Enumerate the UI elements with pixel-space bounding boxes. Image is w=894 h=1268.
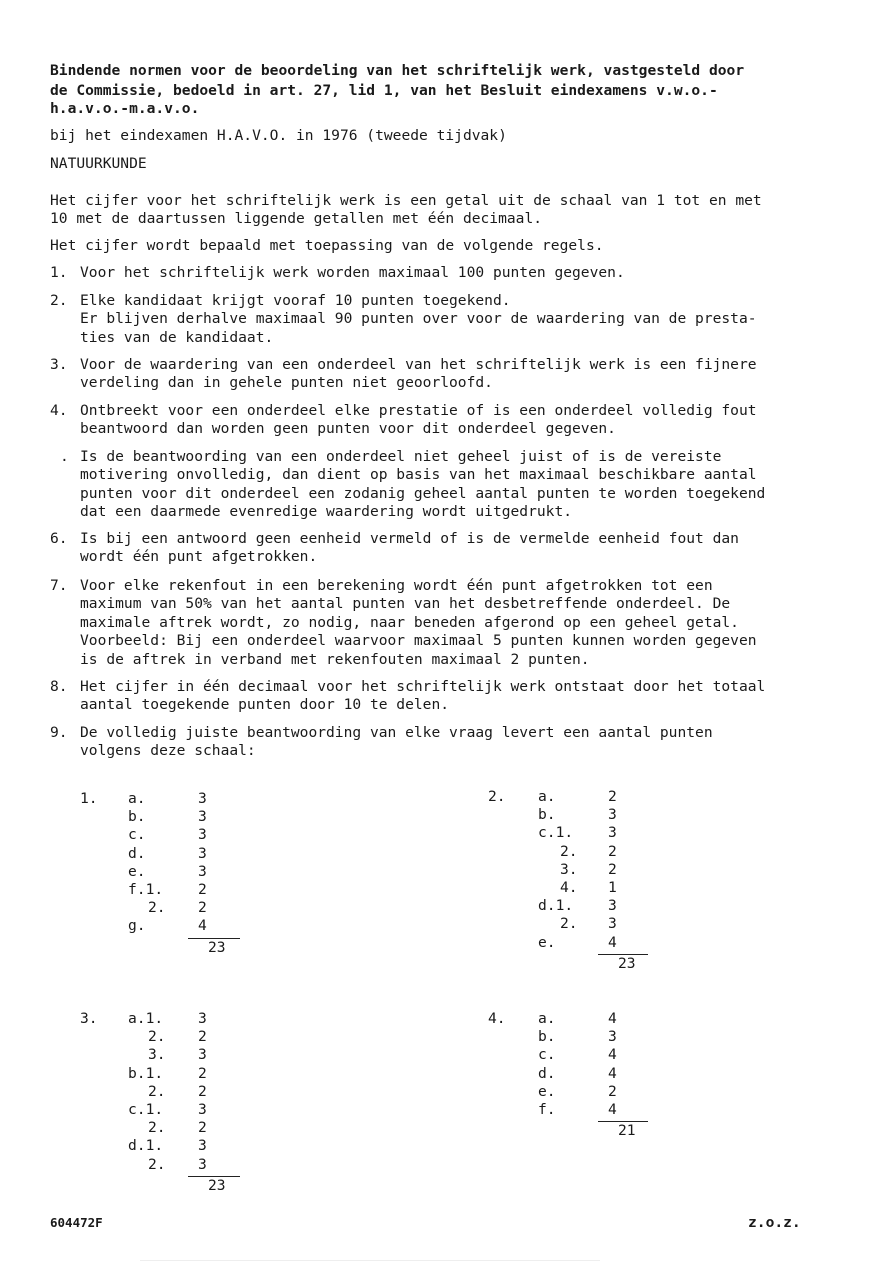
rule-text-line: Is bij een antwoord geen eenheid vermeld of is de vermelde eenheid fout dan [80,530,739,547]
scan-artefact [140,1260,600,1261]
rule-text-line: Voor de waardering van een onderdeel van het schriftelijk werk is een fijnere [80,356,757,373]
rule-text-line: punten voor dit onderdeel een zodanig geheel aantal punten te worden toegekend [80,484,766,502]
rule-text-line: Het cijfer in één decimaal voor het schriftelijk werk ontstaat door het totaal [80,678,766,695]
header-line-2: de Commissie, bedoeld in art. 27, lid 1, van het Besluit eindexamens v.w.o.- [50,82,718,99]
subpart-label: c. [538,1046,556,1064]
rule-text-line: Elke kandidaat krijgt vooraf 10 punten toegekend. [80,292,511,309]
exam-line: bij het eindexamen H.A.V.O. in 1976 (tweede tijdvak) [50,127,507,144]
subpart-points: 2 [608,842,617,860]
subpart-label: 2. [148,1082,166,1100]
subpart-label: d.1. [128,1137,164,1155]
subpart-points: 3 [608,824,617,842]
subpart-label: d.1. [538,897,574,915]
document-code: 604472F [50,1215,103,1230]
subpart-points: 2 [198,1028,207,1046]
subpart-label: d. [128,844,146,862]
subpart-points: 4 [608,1046,617,1064]
subpart-label: 2. [148,1119,166,1137]
subpart-label: c.1. [128,1101,164,1118]
subpart-points: 2 [198,899,207,917]
rule-text-line: Is de beantwoording van een onderdeel niet geheel juist of is de vereiste [80,448,722,465]
subpart-label: a. [538,1010,556,1027]
subpart-points: 3 [198,808,207,826]
subpart-points: 3 [198,1137,207,1155]
subpart-points: 2 [608,860,617,878]
question-number: 1. [80,790,98,807]
subpart-points: 4 [608,1101,617,1118]
subpart-label: d. [538,1064,556,1082]
rule-number: 3. [50,356,68,373]
rule-number: . [60,448,69,465]
subpart-label: e. [538,1082,556,1100]
subpart-points: 3 [198,844,207,862]
subpart-label: a. [538,788,556,805]
question-total: 23 [208,938,226,956]
subpart-label: 3. [560,860,578,878]
subpart-label: 3. [148,1046,166,1064]
subpart-label: 2. [148,1028,166,1046]
subpart-points: 3 [608,806,617,824]
subpart-points: 3 [198,1101,207,1118]
subpart-points: 3 [198,1010,207,1027]
rule-number: 7. [50,577,68,594]
rule-text-line: Voorbeeld: Bij een onderdeel waarvoor maximaal 5 punten kunnen worden gegeven [80,632,757,650]
subpart-points: 3 [608,915,617,933]
subpart-label: 2. [560,915,578,933]
rule-text-line: Voor elke rekenfout in een berekening wordt één punt afgetrokken tot een [80,577,713,594]
rule-text-line: verdeling dan in gehele punten niet geoorloofd. [80,374,493,392]
question-number: 4. [488,1010,506,1027]
rule-text-line: ties van de kandidaat. [80,328,274,346]
intro-line-2: 10 met de daartussen liggende getallen met één decimaal. [50,210,543,227]
subpart-label: 2. [560,842,578,860]
rule-text-line: maximale aftrek wordt, zo nodig, naar beneden afgerond op een geheel getal. [80,613,739,631]
rule-number: 1. [50,264,68,281]
subpart-points: 3 [198,826,207,844]
subpart-label: a.1. [128,1010,164,1027]
rule-text-line: dat een daarmede evenredige waardering wordt uitgedrukt. [80,503,573,521]
subpart-points: 4 [608,1064,617,1082]
page-turn-note: z.o.z. [748,1214,801,1231]
subpart-points: 2 [198,881,207,898]
subpart-points: 3 [198,1046,207,1064]
subpart-points: 4 [198,917,207,935]
subpart-label: b. [538,806,556,824]
rule-number: 2. [50,292,68,309]
subpart-points: 3 [198,1155,207,1173]
question-number: 2. [488,788,506,805]
rule-text-line: beantwoord dan worden geen punten voor dit onderdeel gegeven. [80,420,616,438]
subpart-points: 2 [608,788,617,805]
subpart-label: b. [128,808,146,826]
rule-text-line: De volledig juiste beantwoording van elke vraag levert een aantal punten [80,724,713,741]
subpart-label: 4. [560,879,578,896]
question-total: 23 [208,1176,226,1194]
subpart-points: 3 [608,1028,617,1046]
subpart-points: 3 [198,790,207,807]
rule-text-line: motivering onvolledig, dan dient op basis van het maximaal beschikbare aantal [80,466,757,484]
question-number: 3. [80,1010,98,1027]
rule-text-line: wordt één punt afgetrokken. [80,548,318,566]
rule-text-line: aantal toegekende punten door 10 te delen. [80,696,450,714]
rule-text-line: Voor het schriftelijk werk worden maximaal 100 punten gegeven. [80,264,625,281]
rule-number: 4. [50,402,68,419]
subpart-points: 3 [198,862,207,880]
subpart-points: 2 [198,1064,207,1082]
subpart-label: b. [538,1028,556,1046]
rule-number: 9. [50,724,68,741]
subpart-points: 4 [608,933,617,951]
header-line-1: Bindende normen voor de beoordeling van het schriftelijk werk, vastgesteld door [50,62,745,79]
subject-title: NATUURKUNDE [50,155,147,172]
subpart-label: 2. [148,899,166,917]
question-total: 23 [618,954,636,972]
rule-text-line: is de aftrek in verband met rekenfouten maximaal 2 punten. [80,650,590,668]
header-line-3: h.a.v.o.-m.a.v.o. [50,100,200,117]
intro-line-1: Het cijfer voor het schriftelijk werk is een getal uit de schaal van 1 tot en met [50,192,762,209]
subpart-label: e. [538,933,556,951]
subpart-points: 3 [608,897,617,915]
subpart-label: a. [128,790,146,807]
rule-text-line: Er blijven derhalve maximaal 90 punten over voor de waardering van de presta- [80,310,757,328]
subpart-points: 4 [608,1010,617,1027]
subpart-label: g. [128,917,146,935]
rule-number: 8. [50,678,68,695]
subpart-points: 2 [608,1082,617,1100]
rule-text-line: Ontbreekt voor een onderdeel elke prestatie of is een onderdeel volledig fout [80,402,757,419]
subpart-label: e. [128,862,146,880]
subpart-points: 1 [608,879,617,896]
subpart-label: f. [538,1101,556,1118]
rule-number: 6. [50,530,68,547]
subpart-label: c.1. [538,824,574,842]
subpart-label: 2. [148,1155,166,1173]
subpart-points: 2 [198,1119,207,1137]
question-total: 21 [618,1122,636,1140]
subpart-label: c. [128,826,146,844]
intro-line-3: Het cijfer wordt bepaald met toepassing van de volgende regels. [50,237,604,254]
rule-text-line: maximum van 50% van het aantal punten van het desbetreffende onderdeel. De [80,595,731,613]
subpart-label: b.1. [128,1064,164,1082]
rule-text-line: volgens deze schaal: [80,742,256,760]
subpart-points: 2 [198,1082,207,1100]
subpart-label: f.1. [128,881,164,898]
